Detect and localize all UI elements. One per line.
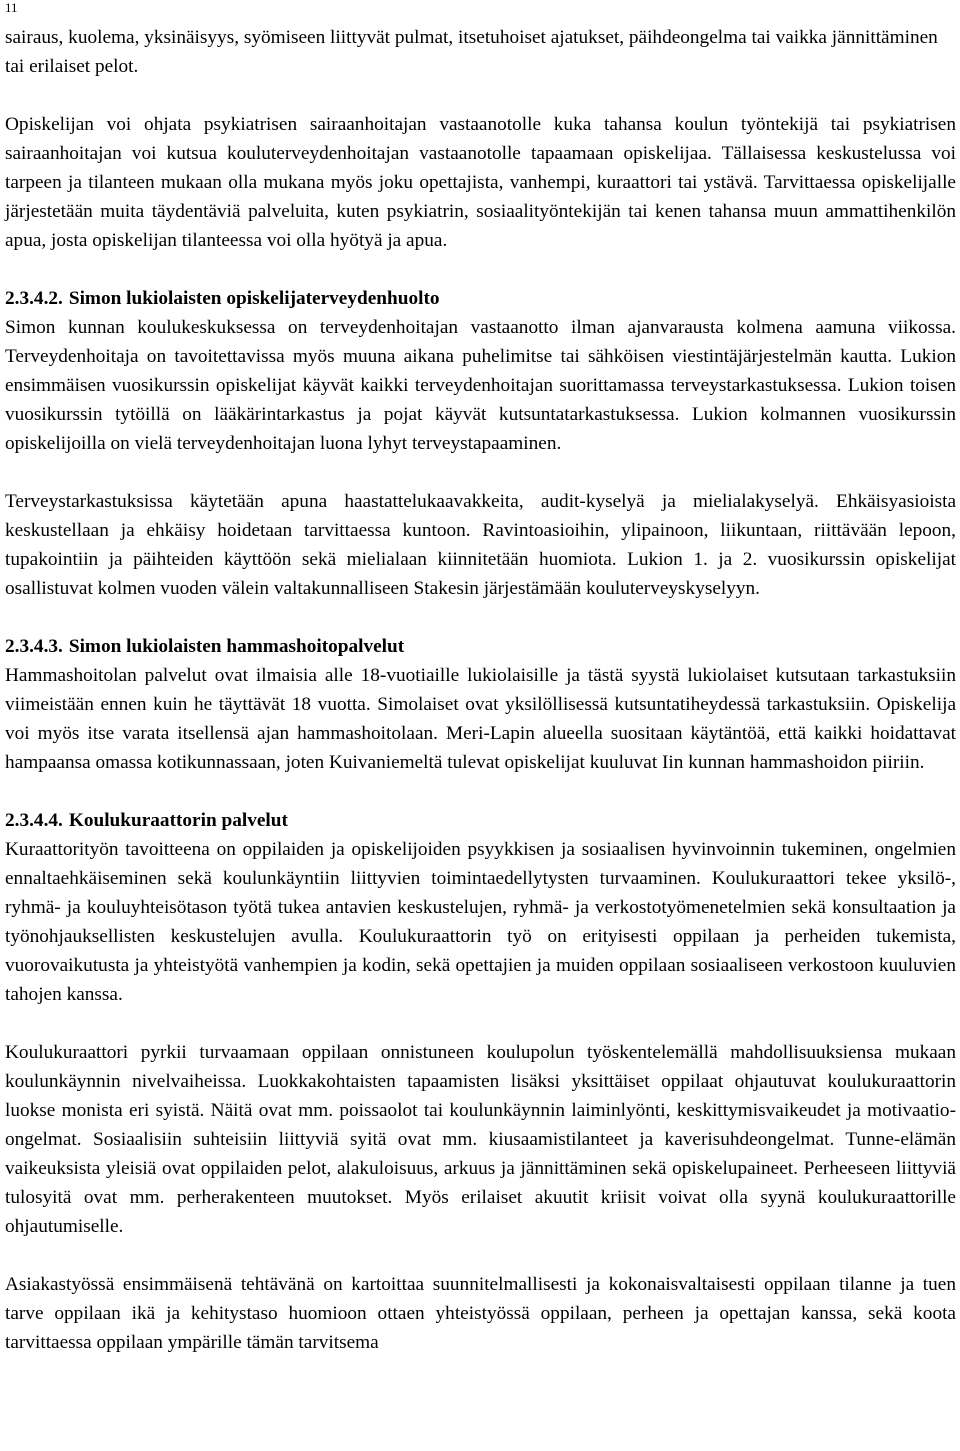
paragraph-dental-care: Hammashoitolan palvelut ovat ilmaisia alle 18-vuotiaille lukiolaisille ja tästä syystä lukiolaiset kutsutaan tarkastuksiin viimeistään ennen kuin he täyttävät 18 vuotta. Simolaiset ovat yksilöllisessä kutsuntatiheydessä tarkastuksiin. Opiskelija voi myös itse varata itsellensä ajan hammashoitolaan. Meri-Lapin alueella suositaan käytäntöä, että kaikki hoidattavat hampaansa omassa kotikunnassaan, joten Kuivaniemeltä tulevat opiskelijat kuuluvat Iin kunnan hammashoidon piiriin.: [5, 665, 956, 773]
paragraph-curator-goals: Kuraattorityön tavoitteena on oppilaiden ja opiskelijoiden psyykkisen ja sosiaalisen hyvinvoinnin tukeminen, ongelmien ennaltaehkäiseminen sekä koulunkäyntiin liittyvien toimintaedellytysten turvaaminen. Koulukuraattori tekee yksilö-, ryhmä- ja kouluyhteisötason työtä tukea antavien keskustelujen, ryhmä- ja verkostotyömenetelmien sekä konsultaation ja työnohjauksellisten keskustelujen avulla. Koulukuraattorin työ on erityisesti oppilaan ja perheiden tukemista, vuorovaikutusta ja yhteistyötä vanhempien ja kodin, sekä opettajien ja muiden oppilaan sosiaaliseen verkostoon kuuluvien tahojen kanssa.: [5, 839, 956, 1005]
section-title: Koulukuraattorin palvelut: [68, 810, 288, 831]
section-number: 2.3.4.3.: [5, 636, 63, 657]
paragraph-health-checkups: Terveystarkastuksissa käytetään apuna haastattelukaavakkeita, audit-kyselyä ja mielialakyselyä. Ehkäisyasioista keskustellaan ja ehkäisy hoidetaan tarvittaessa kuntoon. Ravintoasioihin, ylipainoon, liikuntaan, riittävään lepoon, tupakointiin ja päihteiden käyttöön sekä mielialaan kiinnitetään huomiota. Lukion 1. ja 2. vuosikurssin opiskelijat osallistuvat kolmen vuoden välein valtakunnalliseen Stakesin järjestämään kouluterveyskyselyyn.: [5, 491, 956, 599]
paragraph-continued: sairaus, kuolema, yksinäisyys, syömiseen liittyvät pulmat, itsetuhoiset ajatukset, päihdeongelma tai vaikka jännittäminen tai erilaiset pelot.: [5, 27, 938, 77]
section-heading-dental-services: [5, 632, 956, 661]
paragraph-curator-reasons: Koulukuraattori pyrkii turvaamaan oppilaan onnistuneen koulupolun työskentelemällä mahdollisuuksiensa mukaan koulunkäynnin nivelvaiheissa. Luokkakohtaisten tapaamisten lisäksi yksittäiset oppilaat ohjautuvat koulukuraattorin luokse monista eri syistä. Näitä ovat mm. poissaolot tai koulunkäynnin laiminlyönti, keskittymisvaikeudet ja motivaatio-ongelmat. Sosiaalisiin suhteisiin liittyviä syitä ovat mm. kiusaamistilanteet ja kaverisuhdeongelmat. Tunne-elämän vaikeuksista yleisiä ovat oppilaiden pelot, alakuloisuus, arkuus ja jännittäminen sekä opiskelupaineet. Perheeseen liittyviä tulosyitä ovat mm. perherakenteen muutokset. Myös erilaiset akuutit kriisit voivat olla syynä koulukuraattorille ohjautumiselle.: [5, 1042, 956, 1237]
section-title: Simon lukiolaisten opiskelijaterveydenhuolto: [68, 288, 440, 309]
page-number: 11: [5, 0, 18, 15]
document-body: [5, 23, 956, 1357]
section-number: 2.3.4.4.: [5, 810, 63, 831]
section-heading-school-curator: [5, 806, 956, 835]
section-heading-student-health-care: [5, 284, 956, 313]
paragraph-psychiatric-nurse: Opiskelijan voi ohjata psykiatrisen sairaanhoitajan vastaanotolle kuka tahansa koulun työntekijä tai psykiatrisen sairaanhoitajan voi kutsua kouluterveydenhoitajan vastaanotolle tapaamaan opiskelijaa. Tällaisessa keskustelussa voi tarpeen ja tilanteen mukaan olla mukana myös joku opettajista, vanhempi, kuraattori tai ystävä. Tarvittaessa opiskelijalle järjestetään muita täydentäviä palveluita, kuten psykiatrin, sosiaalityöntekijän tai kenen tahansa muun ammattihenkilön apua, josta opiskelijan tilanteessa voi olla hyötyä ja apua.: [5, 114, 956, 251]
paragraph-health-nurse-reception: Simon kunnan koulukeskuksessa on terveydenhoitajan vastaanotto ilman ajanvarausta kolmena aamuna viikossa. Terveydenhoitaja on tavoitettavissa myös muuna aikana puhelimitse tai sähköisen viestintäjärjestelmän kautta. Lukion ensimmäisen vuosikurssin opiskelijat käyvät kaikki terveydenhoitajan suorittamassa terveystarkastuksessa. Lukion toisen vuosikurssin tytöillä on lääkärintarkastus ja pojat käyvät kutsuntatarkastuksessa. Lukion kolmannen vuosikurssin opiskelijoilla on vielä terveydenhoitajan luona lyhyt terveystapaaminen.: [5, 317, 956, 454]
paragraph-client-work: Asiakastyössä ensimmäisenä tehtävänä on kartoittaa suunnitelmallisesti ja kokonaisvaltaisesti oppilaan tilanne ja tuen tarve oppilaan ikä ja kehitystaso huomioon ottaen yhteistyössä oppilaan, perheen ja opettajan kanssa, sekä koota tarvittaessa oppilaan ympärille tämän tarvitsema: [5, 1274, 956, 1353]
section-number: 2.3.4.2.: [5, 288, 63, 309]
section-title: Simon lukiolaisten hammashoitopalvelut: [68, 636, 405, 657]
